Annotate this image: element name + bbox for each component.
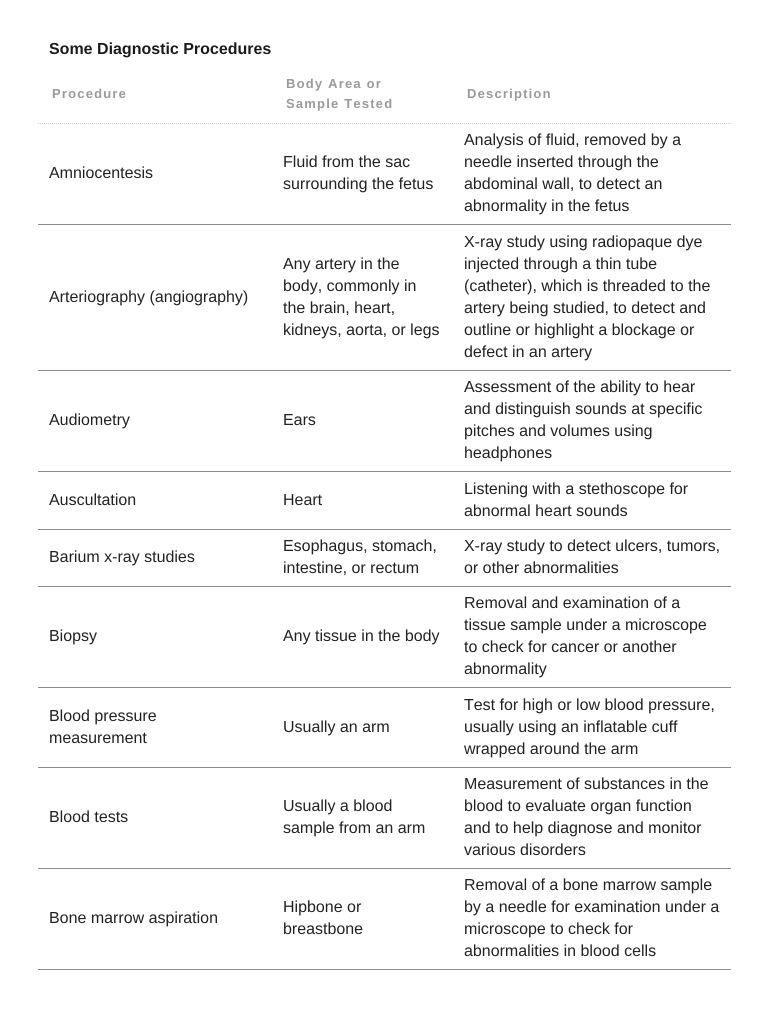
procedure-cell	[38, 688, 272, 767]
procedure-cell	[38, 472, 272, 529]
description-text: Listening with a stethoscope for abnormal heart sounds	[464, 480, 689, 520]
table-header	[38, 64, 731, 124]
description-text: Removal and examination of a tissue sample under a microscope to check for cancer or another abnormality	[464, 595, 707, 678]
description-cell	[453, 371, 731, 471]
column-header-label: Procedure	[52, 85, 128, 101]
table-row	[38, 472, 731, 530]
procedure-cell	[38, 225, 272, 370]
body-area-text: Fluid from the sac surrounding the fetus	[283, 154, 434, 193]
description-text: X-ray study to detect ulcers, tumors, or other abnormalities	[464, 538, 721, 577]
procedure-name: Audiometry	[49, 412, 130, 429]
table-title: Some Diagnostic Procedures	[49, 41, 272, 58]
body-area-cell	[272, 530, 453, 586]
body-area-text: Usually a blood sample from an arm	[283, 798, 426, 837]
description-cell	[453, 124, 731, 224]
body-area-text: Usually an arm	[283, 718, 390, 736]
description-cell	[453, 688, 731, 767]
description-cell	[453, 768, 731, 868]
table-row	[38, 225, 731, 371]
body-area-text: Esophagus, stomach, intestine, or rectum	[283, 538, 437, 577]
procedure-cell	[38, 371, 272, 471]
procedure-cell	[38, 587, 272, 687]
column-header-procedure	[38, 64, 272, 123]
column-header-label: Body Area or Sample Tested	[286, 75, 394, 111]
body-area-cell	[272, 371, 453, 471]
procedure-cell	[38, 869, 272, 969]
procedures-table	[38, 64, 731, 970]
description-cell	[453, 225, 731, 370]
procedure-name: Blood tests	[49, 809, 129, 826]
table-row	[38, 587, 731, 688]
body-area-cell	[272, 225, 453, 370]
procedure-cell	[38, 530, 272, 586]
table-row	[38, 371, 731, 472]
procedure-name: Bone marrow aspiration	[49, 910, 218, 927]
description-text: Measurement of substances in the blood to evaluate organ function and to help diagnose and monitor various disorders	[464, 776, 709, 859]
procedure-name: Auscultation	[49, 491, 137, 509]
body-area-text: Heart	[283, 491, 323, 509]
column-header-description	[453, 64, 731, 123]
description-cell	[453, 869, 731, 969]
body-area-cell	[272, 472, 453, 529]
column-header-body-area	[272, 64, 453, 123]
body-area-text: Hipbone or breastbone	[283, 899, 364, 938]
procedure-cell	[38, 768, 272, 868]
procedure-name: Blood pressure measurement	[49, 707, 157, 747]
table-row	[38, 688, 731, 768]
description-cell	[453, 587, 731, 687]
body-area-cell	[272, 768, 453, 868]
description-text: X-ray study using radiopaque dye injected through a thin tube (catheter), which is threaded to the artery being studied, to detect and outline or highlight a blockage or defect in an artery	[464, 233, 711, 361]
table-row	[38, 530, 731, 587]
procedure-name: Barium x-ray studies	[49, 549, 195, 566]
column-header-label: Description	[467, 85, 552, 101]
description-text: Analysis of fluid, removed by a needle inserted through the abdominal wall, to detect an abnormality in the fetus	[464, 132, 681, 215]
description-text: Assessment of the ability to hear and distinguish sounds at specific pitches and volumes using headphones	[464, 379, 703, 462]
description-cell	[453, 472, 731, 529]
table-row	[38, 869, 731, 970]
body-area-text: Ears	[283, 412, 316, 429]
body-area-cell	[272, 869, 453, 969]
body-area-text: Any artery in the body, commonly in the brain, heart, kidneys, aorta, or legs	[283, 255, 440, 339]
description-text: Test for high or low blood pressure, usually using an inflatable cuff wrapped around the arm	[464, 696, 715, 758]
table-row	[38, 768, 731, 869]
procedure-cell	[38, 124, 272, 224]
procedure-name: Biopsy	[49, 628, 98, 645]
body-area-cell	[272, 124, 453, 224]
description-text: Removal of a bone marrow sample by a needle for examination under a microscope to check for abnormalities in blood cells	[464, 877, 720, 960]
description-cell	[453, 530, 731, 586]
table-row	[38, 124, 731, 225]
procedure-name: Amniocentesis	[49, 165, 154, 182]
body-area-cell	[272, 587, 453, 687]
procedure-name: Arteriography (angiography)	[49, 288, 249, 306]
body-area-text: Any tissue in the body	[283, 628, 440, 645]
body-area-cell	[272, 688, 453, 767]
